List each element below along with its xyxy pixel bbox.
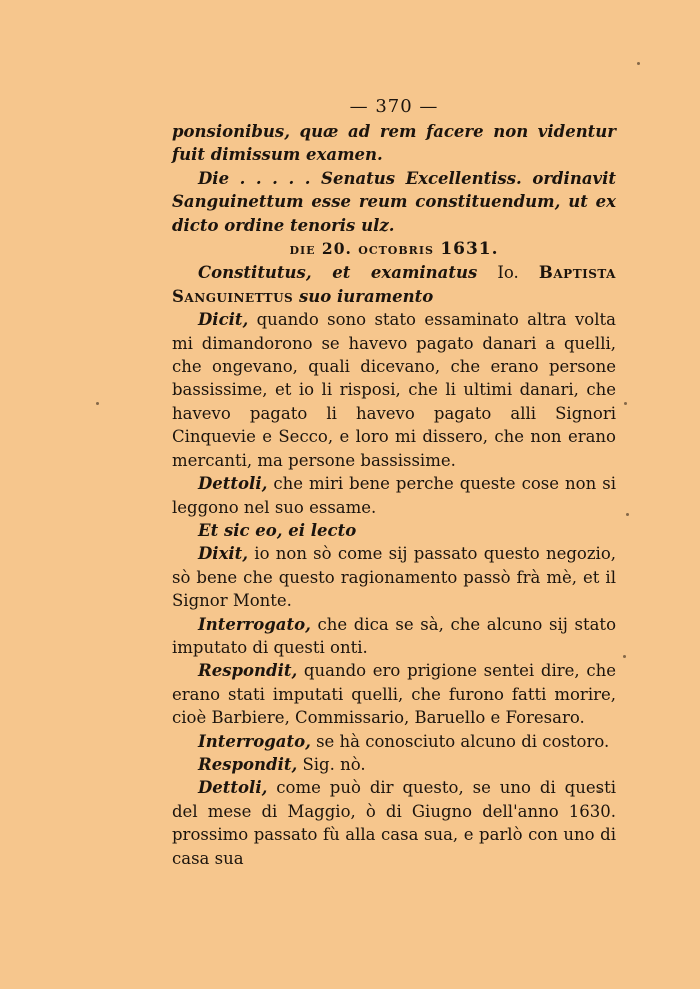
dateline: [172, 237, 616, 261]
paragraph: [172, 472, 616, 519]
text-run: Io.: [477, 263, 539, 283]
text-body: [172, 120, 616, 870]
paper-speck: [626, 513, 629, 516]
paragraph: [172, 613, 616, 660]
text-run: Respondit,: [198, 754, 298, 774]
paper-speck: [624, 402, 627, 405]
text-run: Interrogato,: [198, 731, 311, 751]
text-run: Baptista Sanguinettus: [172, 263, 616, 306]
text-run: se hà conosciuto alcuno di costoro.: [310, 731, 610, 751]
text-run: quando sono stato essaminato altra volta mi dimandorono se havevo pagato danari a quelli, che ongevano, quali dicevano, che erano persone bassissime, et io li risposi, che li ultimi danari, che havevo pagato li havevo pagato alli Signori Cinquevie e Secco, e loro mi dissero, che non erano mercanti, ma persone bassissime.: [172, 310, 616, 470]
paper-speck: [637, 62, 640, 65]
text-run: Respondit,: [198, 661, 298, 681]
paragraph: [172, 753, 616, 776]
text-run: io non sò come sij passato questo negozio, sò bene che questo ragionamento passò frà mè, et il Signor Monte.: [172, 544, 616, 611]
text-run: Dettoli,: [198, 778, 268, 798]
text-run: Dixit,: [198, 544, 249, 564]
text-run: Dicit,: [198, 310, 249, 330]
page-number: — 370 —: [349, 96, 439, 117]
paragraph: [172, 519, 616, 542]
paper-speck: [623, 655, 626, 658]
text-run: die 20. octobris: [289, 239, 441, 259]
paragraph: [172, 308, 616, 472]
paragraph: [172, 659, 616, 729]
text-run: Et sic eo, ei lecto: [198, 520, 357, 540]
text-run: Sig. nò.: [297, 754, 366, 774]
paragraph: [172, 120, 616, 167]
page: [172, 96, 616, 870]
paragraph: [172, 167, 616, 237]
text-run: Constitutus, et examinatus: [198, 263, 478, 283]
paper-speck: [96, 402, 99, 405]
text-run: quando ero prigione sentei dire, che erano stati imputati quelli, che furono fatti morire, cioè Barbiere, Commissario, Baruello e Foresaro.: [172, 661, 616, 728]
text-run: come può dir questo, se uno di questi del mese di Maggio, ò di Giugno dell'anno 1630. prossimo passato fù alla casa sua, e parlò con uno di casa sua: [172, 778, 616, 868]
text-run: 1631.: [440, 239, 499, 260]
paragraph: [172, 776, 616, 870]
paragraph: [172, 730, 616, 753]
text-run: Dettoli,: [198, 474, 268, 494]
text-run: suo iuramento: [293, 286, 434, 306]
text-run: Interrogato,: [198, 614, 311, 634]
text-run: che dica se sà, che alcuno sij stato imputato di questi onti.: [172, 614, 616, 657]
text-run: Die . . . . . Senatus Excellentiss. ordinavit Sanguinettum esse reum constituendum, ut ex dicto ordine tenoris ulz.: [172, 168, 616, 235]
paragraph: [172, 542, 616, 612]
paragraph: [172, 261, 616, 308]
text-run: che miri bene perche queste cose non si leggono nel suo essame.: [172, 474, 616, 517]
text-run: ponsionibus, quæ ad rem facere non videntur fuit dimissum examen.: [172, 122, 616, 165]
